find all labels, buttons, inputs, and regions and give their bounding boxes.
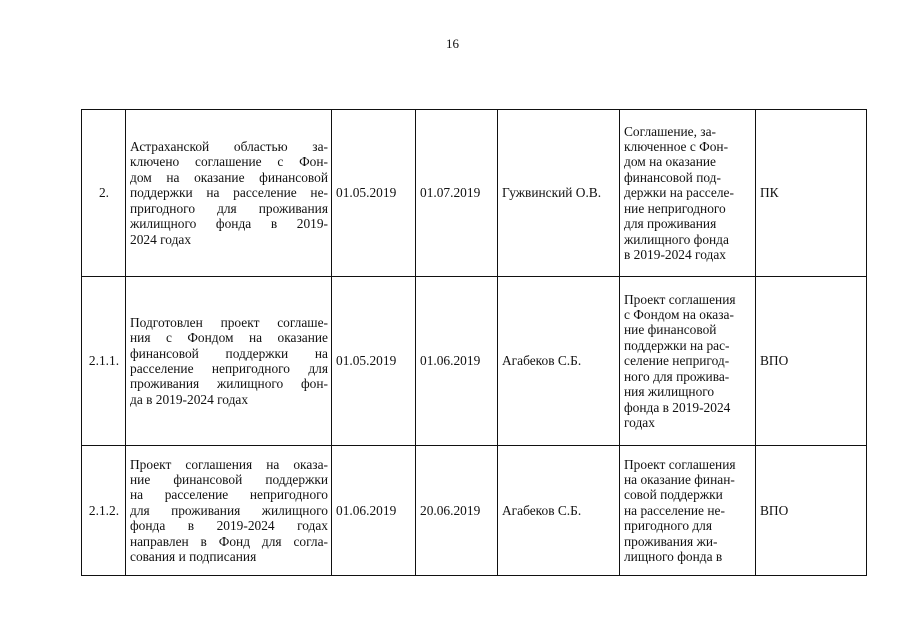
responsible-person: Агабеков С.Б. xyxy=(498,277,620,446)
result-line: селение непригод- xyxy=(624,353,730,369)
result-line: Проект соглашения xyxy=(624,456,736,472)
result-line: дом на оказание xyxy=(624,154,716,170)
expected-result xyxy=(620,277,756,446)
task-description xyxy=(126,110,332,277)
result-line: ние непригодного xyxy=(624,200,726,216)
description-line: сования и подписания xyxy=(130,549,257,565)
description-line: да в 2019-2024 годах xyxy=(130,391,249,407)
description-line: Проект соглашения на оказа- xyxy=(130,456,328,472)
description-line: направлен в Фонд для согла- xyxy=(130,533,328,549)
description-line: 2024 годах xyxy=(130,231,192,247)
description-line: фонда в 2019-2024 годах xyxy=(130,518,328,534)
task-description xyxy=(126,446,332,576)
document-type-code: ВПО xyxy=(756,446,867,576)
result-line: поддержки на рас- xyxy=(624,337,730,353)
description-line: расселение непригодного для xyxy=(130,361,328,376)
description-line: ключено соглашение с Фон- xyxy=(130,154,328,170)
description-line: для проживания жилищного xyxy=(130,502,328,518)
result-line: ного для прожива- xyxy=(624,368,730,384)
result-line: лищного фонда в xyxy=(624,549,723,565)
result-line: ключенное с Фон- xyxy=(624,139,729,155)
result-line: держки на расселе- xyxy=(624,185,734,201)
description-line: финансовой поддержки на xyxy=(130,345,328,361)
result-line: фонда в 2019-2024 xyxy=(624,399,731,415)
start-date: 01.06.2019 xyxy=(332,446,416,576)
result-line: для проживания xyxy=(624,216,717,232)
row-number: 2.1.1. xyxy=(82,277,126,446)
description-line: Астраханской областью за- xyxy=(130,139,328,155)
description-line: дом на оказание финансовой xyxy=(130,169,328,185)
end-date: 20.06.2019 xyxy=(416,446,498,576)
result-line: ния жилищного xyxy=(624,384,715,400)
expected-result xyxy=(620,446,756,576)
description-line: на расселение непригодного xyxy=(130,487,328,503)
task-description xyxy=(126,277,332,446)
start-date: 01.05.2019 xyxy=(332,110,416,277)
result-line: Соглашение, за- xyxy=(624,123,716,139)
start-date: 01.05.2019 xyxy=(332,277,416,446)
description-line: Подготовлен проект соглаше- xyxy=(130,314,328,330)
result-line: с Фондом на оказа- xyxy=(624,307,734,323)
table-row xyxy=(82,110,867,277)
result-line: ние финансовой xyxy=(624,322,717,338)
result-line: финансовой под- xyxy=(624,169,721,185)
row-number: 2. xyxy=(82,110,126,277)
description-line: пригодного для проживания xyxy=(130,200,328,216)
description-line: жилищного фонда в 2019- xyxy=(130,216,328,232)
expected-result xyxy=(620,110,756,277)
result-line: в 2019-2024 годах xyxy=(624,246,726,262)
responsible-person: Агабеков С.Б. xyxy=(498,446,620,576)
result-line: Проект соглашения xyxy=(624,291,736,307)
document-type-code: ПК xyxy=(756,110,867,277)
plan-table xyxy=(81,109,867,576)
page-number: 16 xyxy=(446,36,459,51)
table-row xyxy=(82,277,867,446)
responsible-person: Гужвинский О.В. xyxy=(498,110,620,277)
result-line: проживания жи- xyxy=(624,533,718,549)
result-line: пригодного для xyxy=(624,518,713,534)
result-line: жилищного фонда xyxy=(624,231,729,247)
description-line: ния с Фондом на оказание xyxy=(130,330,328,346)
description-line: ние финансовой поддержки xyxy=(130,471,328,487)
result-line: годах xyxy=(624,414,655,430)
document-type-code: ВПО xyxy=(756,277,867,446)
result-line: на расселение не- xyxy=(624,502,725,518)
end-date: 01.07.2019 xyxy=(416,110,498,277)
table-row xyxy=(82,446,867,576)
result-line: совой поддержки xyxy=(624,487,723,503)
end-date: 01.06.2019 xyxy=(416,277,498,446)
row-number: 2.1.2. xyxy=(82,446,126,576)
result-line: на оказание финан- xyxy=(624,471,735,487)
description-line: поддержки на расселение не- xyxy=(130,185,328,201)
description-line: проживания жилищного фон- xyxy=(130,376,328,392)
